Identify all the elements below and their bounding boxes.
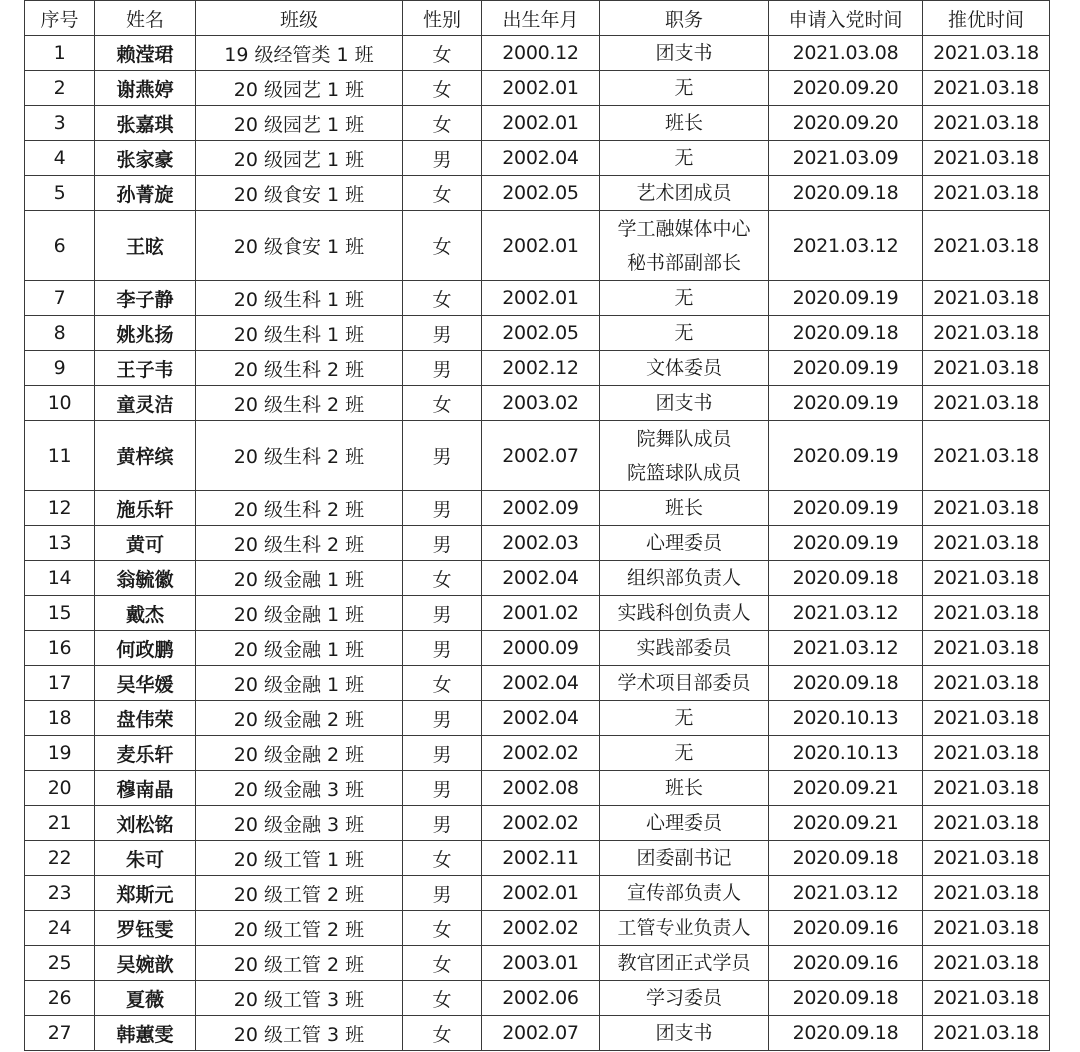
table-row xyxy=(25,211,1050,281)
cell-class: 20 级生科 2 班 xyxy=(196,386,403,421)
cell-sex: 女 xyxy=(403,176,482,211)
cell-no: 7 xyxy=(25,281,95,316)
table-row xyxy=(25,806,1050,841)
cell-class: 20 级工管 2 班 xyxy=(196,876,403,911)
cell-name: 谢燕婷 xyxy=(95,71,196,106)
cell-name: 姚兆扬 xyxy=(95,316,196,351)
cell-apply-date: 2021.03.12 xyxy=(769,596,923,631)
cell-name: 赖滢珺 xyxy=(95,36,196,71)
cell-no: 2 xyxy=(25,71,95,106)
cell-no: 20 xyxy=(25,771,95,806)
cell-recommend-date: 2021.03.18 xyxy=(923,141,1050,176)
table-row xyxy=(25,106,1050,141)
cell-apply-date: 2020.10.13 xyxy=(769,701,923,736)
cell-recommend-date: 2021.03.18 xyxy=(923,806,1050,841)
cell-apply-date: 2021.03.09 xyxy=(769,141,923,176)
cell-recommend-date: 2021.03.18 xyxy=(923,771,1050,806)
cell-sex: 女 xyxy=(403,281,482,316)
cell-sex: 女 xyxy=(403,981,482,1016)
cell-no: 21 xyxy=(25,806,95,841)
cell-birth: 2002.04 xyxy=(482,666,600,701)
cell-no: 3 xyxy=(25,106,95,141)
cell-class: 20 级工管 2 班 xyxy=(196,946,403,981)
cell-no: 25 xyxy=(25,946,95,981)
cell-sex: 男 xyxy=(403,596,482,631)
cell-no: 4 xyxy=(25,141,95,176)
table-row xyxy=(25,141,1050,176)
cell-role xyxy=(600,386,769,421)
cell-no: 16 xyxy=(25,631,95,666)
cell-class: 20 级金融 1 班 xyxy=(196,596,403,631)
cell-role xyxy=(600,946,769,981)
cell-apply-date: 2020.09.19 xyxy=(769,281,923,316)
cell-recommend-date: 2021.03.18 xyxy=(923,701,1050,736)
cell-birth: 2002.01 xyxy=(482,211,600,281)
table-row xyxy=(25,596,1050,631)
cell-class: 20 级生科 2 班 xyxy=(196,421,403,491)
roster-sheet xyxy=(24,0,1050,1051)
cell-class: 20 级食安 1 班 xyxy=(196,176,403,211)
cell-no: 14 xyxy=(25,561,95,596)
cell-sex: 男 xyxy=(403,491,482,526)
cell-class: 20 级工管 3 班 xyxy=(196,981,403,1016)
role-line: 工管专业负责人 xyxy=(617,917,751,939)
cell-role xyxy=(600,71,769,106)
cell-class: 20 级生科 1 班 xyxy=(196,316,403,351)
cell-apply-date: 2020.09.19 xyxy=(769,526,923,561)
cell-role xyxy=(600,736,769,771)
cell-recommend-date: 2021.03.18 xyxy=(923,71,1050,106)
cell-sex: 男 xyxy=(403,701,482,736)
cell-birth: 2002.05 xyxy=(482,176,600,211)
cell-apply-date: 2021.03.08 xyxy=(769,36,923,71)
table-row xyxy=(25,876,1050,911)
cell-recommend-date: 2021.03.18 xyxy=(923,386,1050,421)
cell-name: 李子静 xyxy=(95,281,196,316)
cell-sex: 男 xyxy=(403,526,482,561)
cell-role xyxy=(600,316,769,351)
cell-name: 吴华媛 xyxy=(95,666,196,701)
cell-sex: 女 xyxy=(403,561,482,596)
cell-birth: 2002.01 xyxy=(482,106,600,141)
table-row xyxy=(25,491,1050,526)
cell-no: 26 xyxy=(25,981,95,1016)
cell-apply-date: 2020.09.20 xyxy=(769,71,923,106)
cell-recommend-date: 2021.03.18 xyxy=(923,561,1050,596)
cell-apply-date: 2020.09.18 xyxy=(769,1016,923,1051)
cell-role xyxy=(600,1016,769,1051)
table-row xyxy=(25,1016,1050,1051)
cell-name: 戴杰 xyxy=(95,596,196,631)
cell-class: 20 级金融 1 班 xyxy=(196,631,403,666)
cell-recommend-date: 2021.03.18 xyxy=(923,211,1050,281)
cell-sex: 女 xyxy=(403,946,482,981)
cell-name: 张嘉琪 xyxy=(95,106,196,141)
cell-recommend-date: 2021.03.18 xyxy=(923,841,1050,876)
cell-class: 20 级生科 2 班 xyxy=(196,491,403,526)
cell-class: 20 级园艺 1 班 xyxy=(196,106,403,141)
table-row xyxy=(25,281,1050,316)
cell-no: 13 xyxy=(25,526,95,561)
cell-recommend-date: 2021.03.18 xyxy=(923,1016,1050,1051)
cell-role xyxy=(600,211,769,281)
table-row xyxy=(25,561,1050,596)
cell-name: 王子韦 xyxy=(95,351,196,386)
role-line: 文体委员 xyxy=(645,357,722,379)
cell-class: 20 级生科 2 班 xyxy=(196,526,403,561)
role-line: 无 xyxy=(674,77,694,99)
cell-role xyxy=(600,526,769,561)
role-line: 团委副书记 xyxy=(636,847,732,869)
role-line: 心理委员 xyxy=(645,812,722,834)
cell-apply-date: 2020.09.16 xyxy=(769,946,923,981)
cell-recommend-date: 2021.03.18 xyxy=(923,666,1050,701)
cell-apply-date: 2020.09.18 xyxy=(769,561,923,596)
cell-no: 17 xyxy=(25,666,95,701)
cell-name: 麦乐轩 xyxy=(95,736,196,771)
cell-class: 20 级金融 2 班 xyxy=(196,736,403,771)
cell-class: 19 级经管类 1 班 xyxy=(196,36,403,71)
table-row xyxy=(25,351,1050,386)
cell-sex: 男 xyxy=(403,876,482,911)
cell-class: 20 级工管 3 班 xyxy=(196,1016,403,1051)
cell-no: 18 xyxy=(25,701,95,736)
cell-no: 6 xyxy=(25,211,95,281)
table-row xyxy=(25,841,1050,876)
cell-birth: 2002.02 xyxy=(482,911,600,946)
header-role: 职务 xyxy=(600,1,769,36)
cell-recommend-date: 2021.03.18 xyxy=(923,351,1050,386)
cell-role xyxy=(600,771,769,806)
cell-birth: 2002.12 xyxy=(482,351,600,386)
cell-recommend-date: 2021.03.18 xyxy=(923,736,1050,771)
cell-class: 20 级园艺 1 班 xyxy=(196,71,403,106)
cell-birth: 2002.02 xyxy=(482,806,600,841)
role-line: 班长 xyxy=(664,112,703,134)
cell-class: 20 级金融 1 班 xyxy=(196,561,403,596)
role-line: 团支书 xyxy=(655,1022,713,1044)
cell-apply-date: 2020.09.19 xyxy=(769,421,923,491)
cell-class: 20 级金融 2 班 xyxy=(196,701,403,736)
table-row xyxy=(25,981,1050,1016)
cell-role xyxy=(600,106,769,141)
cell-role xyxy=(600,141,769,176)
cell-sex: 男 xyxy=(403,351,482,386)
cell-recommend-date: 2021.03.18 xyxy=(923,631,1050,666)
cell-sex: 男 xyxy=(403,631,482,666)
cell-no: 12 xyxy=(25,491,95,526)
role-line: 教官团正式学员 xyxy=(617,952,751,974)
header-birth: 出生年月 xyxy=(482,1,600,36)
cell-name: 孙菁旋 xyxy=(95,176,196,211)
cell-role xyxy=(600,701,769,736)
cell-name: 罗钰雯 xyxy=(95,911,196,946)
cell-apply-date: 2020.09.18 xyxy=(769,666,923,701)
cell-apply-date: 2020.09.19 xyxy=(769,351,923,386)
table-row xyxy=(25,526,1050,561)
cell-recommend-date: 2021.03.18 xyxy=(923,316,1050,351)
cell-apply-date: 2020.09.21 xyxy=(769,771,923,806)
role-line: 学术项目部委员 xyxy=(617,672,751,694)
role-line: 无 xyxy=(674,147,694,169)
cell-apply-date: 2020.09.18 xyxy=(769,176,923,211)
cell-class: 20 级工管 2 班 xyxy=(196,911,403,946)
table-row xyxy=(25,316,1050,351)
cell-recommend-date: 2021.03.18 xyxy=(923,281,1050,316)
cell-name: 黄梓缤 xyxy=(95,421,196,491)
cell-sex: 女 xyxy=(403,1016,482,1051)
cell-sex: 女 xyxy=(403,386,482,421)
role-line: 学习委员 xyxy=(645,987,722,1009)
cell-birth: 2002.01 xyxy=(482,281,600,316)
cell-apply-date: 2020.09.16 xyxy=(769,911,923,946)
cell-apply-date: 2020.09.19 xyxy=(769,386,923,421)
cell-name: 何政鹏 xyxy=(95,631,196,666)
header-name: 姓名 xyxy=(95,1,196,36)
cell-sex: 男 xyxy=(403,736,482,771)
role-line: 班长 xyxy=(664,777,703,799)
cell-name: 穆南晶 xyxy=(95,771,196,806)
table-row xyxy=(25,631,1050,666)
cell-no: 11 xyxy=(25,421,95,491)
table-row xyxy=(25,176,1050,211)
header-sex: 性别 xyxy=(403,1,482,36)
role-line: 学工融媒体中心 xyxy=(617,217,751,240)
cell-role xyxy=(600,841,769,876)
cell-apply-date: 2020.09.21 xyxy=(769,806,923,841)
cell-class: 20 级园艺 1 班 xyxy=(196,141,403,176)
cell-recommend-date: 2021.03.18 xyxy=(923,596,1050,631)
header-recommend-date: 推优时间 xyxy=(923,1,1050,36)
cell-name: 童灵洁 xyxy=(95,386,196,421)
cell-role xyxy=(600,421,769,491)
cell-role xyxy=(600,666,769,701)
cell-no: 23 xyxy=(25,876,95,911)
role-line: 实践科创负责人 xyxy=(617,602,751,624)
cell-apply-date: 2021.03.12 xyxy=(769,211,923,281)
cell-name: 黄可 xyxy=(95,526,196,561)
cell-birth: 2002.04 xyxy=(482,701,600,736)
header-no: 序号 xyxy=(25,1,95,36)
cell-name: 刘松铭 xyxy=(95,806,196,841)
header-apply-date: 申请入党时间 xyxy=(769,1,923,36)
cell-birth: 2002.05 xyxy=(482,316,600,351)
cell-birth: 2002.07 xyxy=(482,1016,600,1051)
cell-birth: 2002.04 xyxy=(482,561,600,596)
cell-name: 施乐轩 xyxy=(95,491,196,526)
role-line: 宣传部负责人 xyxy=(626,882,741,904)
table-row xyxy=(25,71,1050,106)
table-row xyxy=(25,666,1050,701)
role-line: 实践部委员 xyxy=(636,637,732,659)
cell-class: 20 级金融 3 班 xyxy=(196,806,403,841)
cell-sex: 女 xyxy=(403,211,482,281)
cell-birth: 2000.09 xyxy=(482,631,600,666)
cell-sex: 男 xyxy=(403,771,482,806)
cell-class: 20 级生科 2 班 xyxy=(196,351,403,386)
cell-no: 10 xyxy=(25,386,95,421)
cell-name: 翁毓徽 xyxy=(95,561,196,596)
role-line: 院篮球队成员 xyxy=(626,461,741,484)
cell-role xyxy=(600,631,769,666)
table-row xyxy=(25,386,1050,421)
cell-recommend-date: 2021.03.18 xyxy=(923,176,1050,211)
role-line: 班长 xyxy=(664,497,703,519)
cell-name: 朱可 xyxy=(95,841,196,876)
role-line: 艺术团成员 xyxy=(636,182,732,204)
cell-class: 20 级工管 1 班 xyxy=(196,841,403,876)
cell-sex: 女 xyxy=(403,106,482,141)
table-row xyxy=(25,946,1050,981)
cell-role xyxy=(600,351,769,386)
table-row xyxy=(25,771,1050,806)
cell-name: 吴婉歆 xyxy=(95,946,196,981)
cell-birth: 2002.08 xyxy=(482,771,600,806)
role-line: 无 xyxy=(674,287,694,309)
cell-birth: 2001.02 xyxy=(482,596,600,631)
cell-recommend-date: 2021.03.18 xyxy=(923,36,1050,71)
cell-recommend-date: 2021.03.18 xyxy=(923,911,1050,946)
cell-sex: 女 xyxy=(403,841,482,876)
role-line: 团支书 xyxy=(655,42,713,64)
cell-sex: 女 xyxy=(403,911,482,946)
cell-sex: 男 xyxy=(403,141,482,176)
header-class: 班级 xyxy=(196,1,403,36)
cell-class: 20 级金融 3 班 xyxy=(196,771,403,806)
cell-birth: 2002.07 xyxy=(482,421,600,491)
cell-role xyxy=(600,596,769,631)
role-line: 无 xyxy=(674,742,694,764)
cell-name: 郑斯元 xyxy=(95,876,196,911)
cell-birth: 2002.06 xyxy=(482,981,600,1016)
cell-recommend-date: 2021.03.18 xyxy=(923,946,1050,981)
cell-recommend-date: 2021.03.18 xyxy=(923,526,1050,561)
role-line: 无 xyxy=(674,322,694,344)
cell-birth: 2003.01 xyxy=(482,946,600,981)
cell-sex: 男 xyxy=(403,806,482,841)
cell-role xyxy=(600,911,769,946)
cell-no: 9 xyxy=(25,351,95,386)
cell-recommend-date: 2021.03.18 xyxy=(923,491,1050,526)
cell-no: 22 xyxy=(25,841,95,876)
table-row xyxy=(25,36,1050,71)
cell-birth: 2000.12 xyxy=(482,36,600,71)
cell-class: 20 级生科 1 班 xyxy=(196,281,403,316)
cell-birth: 2002.11 xyxy=(482,841,600,876)
cell-recommend-date: 2021.03.18 xyxy=(923,876,1050,911)
cell-name: 张家豪 xyxy=(95,141,196,176)
role-line: 无 xyxy=(674,707,694,729)
cell-sex: 女 xyxy=(403,71,482,106)
cell-apply-date: 2020.09.18 xyxy=(769,841,923,876)
cell-no: 24 xyxy=(25,911,95,946)
cell-no: 15 xyxy=(25,596,95,631)
cell-birth: 2002.04 xyxy=(482,141,600,176)
cell-name: 王昡 xyxy=(95,211,196,281)
cell-apply-date: 2020.09.19 xyxy=(769,491,923,526)
roster-table xyxy=(24,0,1050,1051)
cell-apply-date: 2020.10.13 xyxy=(769,736,923,771)
cell-sex: 男 xyxy=(403,421,482,491)
cell-no: 5 xyxy=(25,176,95,211)
cell-role xyxy=(600,806,769,841)
cell-birth: 2003.02 xyxy=(482,386,600,421)
cell-role xyxy=(600,36,769,71)
header-row xyxy=(25,1,1050,36)
cell-role xyxy=(600,876,769,911)
cell-role xyxy=(600,561,769,596)
table-row xyxy=(25,701,1050,736)
cell-recommend-date: 2021.03.18 xyxy=(923,981,1050,1016)
cell-role xyxy=(600,281,769,316)
table-row xyxy=(25,911,1050,946)
cell-apply-date: 2020.09.18 xyxy=(769,316,923,351)
cell-class: 20 级食安 1 班 xyxy=(196,211,403,281)
cell-sex: 女 xyxy=(403,666,482,701)
cell-apply-date: 2020.09.20 xyxy=(769,106,923,141)
cell-apply-date: 2020.09.18 xyxy=(769,981,923,1016)
cell-no: 19 xyxy=(25,736,95,771)
cell-sex: 男 xyxy=(403,316,482,351)
cell-no: 8 xyxy=(25,316,95,351)
cell-birth: 2002.01 xyxy=(482,876,600,911)
cell-role xyxy=(600,981,769,1016)
cell-sex: 女 xyxy=(403,36,482,71)
cell-role xyxy=(600,491,769,526)
cell-recommend-date: 2021.03.18 xyxy=(923,106,1050,141)
roster-body xyxy=(25,36,1050,1051)
cell-no: 27 xyxy=(25,1016,95,1051)
cell-birth: 2002.09 xyxy=(482,491,600,526)
cell-birth: 2002.03 xyxy=(482,526,600,561)
cell-birth: 2002.02 xyxy=(482,736,600,771)
role-line: 秘书部副部长 xyxy=(626,251,741,274)
cell-name: 韩蕙雯 xyxy=(95,1016,196,1051)
cell-apply-date: 2021.03.12 xyxy=(769,876,923,911)
cell-class: 20 级金融 1 班 xyxy=(196,666,403,701)
cell-birth: 2002.01 xyxy=(482,71,600,106)
cell-role xyxy=(600,176,769,211)
cell-recommend-date: 2021.03.18 xyxy=(923,421,1050,491)
role-line: 团支书 xyxy=(655,392,713,414)
cell-name: 盘伟荣 xyxy=(95,701,196,736)
role-line: 心理委员 xyxy=(645,532,722,554)
cell-name: 夏薇 xyxy=(95,981,196,1016)
table-row xyxy=(25,421,1050,491)
cell-apply-date: 2021.03.12 xyxy=(769,631,923,666)
table-row xyxy=(25,736,1050,771)
cell-no: 1 xyxy=(25,36,95,71)
role-line: 组织部负责人 xyxy=(626,567,741,589)
role-line: 院舞队成员 xyxy=(636,427,732,450)
